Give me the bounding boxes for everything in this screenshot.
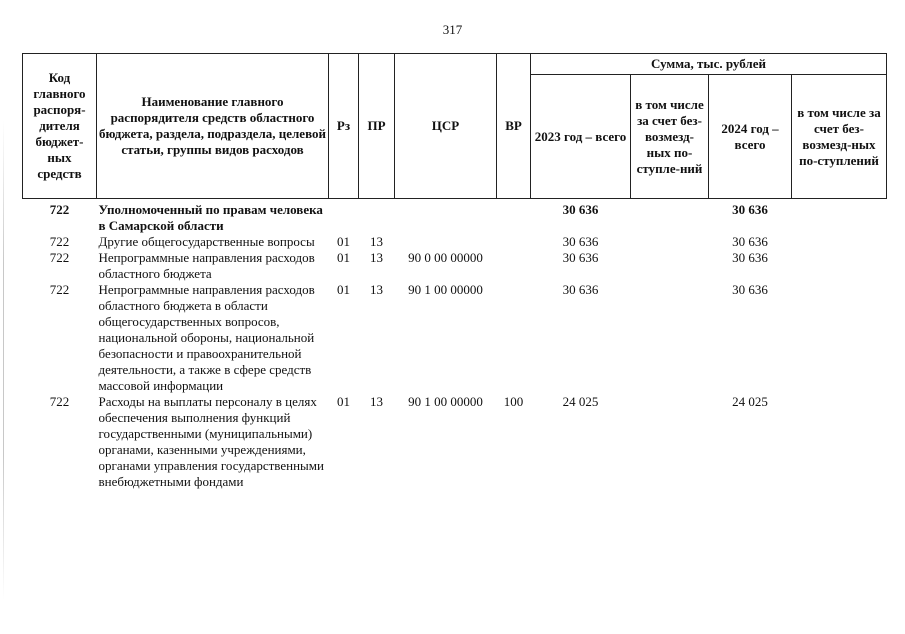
- page-number: 317: [442, 22, 463, 37]
- table-header: [23, 54, 887, 199]
- table-row: [23, 199, 887, 235]
- cell-2023-free: [631, 250, 709, 282]
- cell-csr: [395, 199, 497, 235]
- header-2024-total: 2024 год – всего: [709, 75, 792, 199]
- cell-2024-free: [792, 199, 887, 235]
- cell-csr: 90 1 00 00000: [408, 282, 483, 297]
- cell-2024-total: 24 025: [732, 394, 768, 409]
- cell-code: 722: [49, 282, 70, 297]
- cell-pr: 13: [370, 394, 383, 409]
- cell-2023-free: [631, 394, 709, 490]
- cell-2023-total: 30 636: [562, 234, 599, 249]
- cell-pr: 13: [370, 282, 383, 297]
- cell-csr: 90 0 00 00000: [408, 250, 483, 265]
- cell-code: 722: [49, 234, 70, 249]
- cell-pr: [359, 199, 395, 235]
- header-pr: ПР: [359, 54, 395, 199]
- cell-rz: 01: [337, 394, 350, 409]
- header-2023-total: 2023 год – всего: [531, 75, 631, 199]
- cell-2024-total: 30 636: [732, 250, 768, 265]
- cell-2024-free: [792, 250, 887, 282]
- cell-2023-total: 30 636: [562, 202, 599, 217]
- header-2024-free: в том числе за счет без-возмезд-ных по-ступлений: [792, 75, 887, 199]
- cell-vr: [497, 234, 531, 250]
- table-row: [23, 234, 887, 250]
- header-csr: ЦСР: [395, 54, 497, 199]
- cell-csr: [395, 234, 497, 250]
- cell-code: 722: [49, 202, 70, 217]
- cell-2023-total: 30 636: [562, 250, 599, 265]
- cell-2023-free: [631, 234, 709, 250]
- header-rz: Рз: [329, 54, 359, 199]
- cell-vr: [497, 282, 531, 394]
- cell-vr: [497, 250, 531, 282]
- header-sum-group: Сумма, тыс. рублей: [531, 54, 887, 75]
- table-row: [23, 282, 887, 394]
- cell-pr: 13: [370, 250, 383, 265]
- cell-2023-free: [631, 282, 709, 394]
- cell-2023-total: 24 025: [562, 394, 599, 409]
- table-row: [23, 394, 887, 490]
- cell-name: Непрограммные направления расходов областного бюджета: [98, 250, 315, 281]
- cell-name: Расходы на выплаты персоналу в целях обеспечения выполнения функций государственными (муниципальными) органами, казенными учреждениями, органами управления государственными внебюджетными фондами: [98, 394, 324, 489]
- cell-2024-free: [792, 394, 887, 490]
- header-vr: ВР: [497, 54, 531, 199]
- cell-2024-total: 30 636: [732, 234, 768, 249]
- cell-pr: 13: [370, 234, 383, 249]
- header-name: Наименование главного распорядителя средств областного бюджета, раздела, подраздела, целевой статьи, группы видов расходов: [97, 54, 329, 199]
- table-body: [23, 199, 887, 491]
- budget-table: [22, 53, 887, 490]
- cell-rz: 01: [337, 250, 350, 265]
- table-row: [23, 250, 887, 282]
- cell-2024-total: 30 636: [732, 202, 768, 217]
- cell-name: Другие общегосударственные вопросы: [98, 234, 315, 249]
- header-2023-free: в том числе за счет без-возмезд-ных по-ступле-ний: [631, 75, 709, 199]
- cell-vr: 100: [503, 394, 524, 409]
- cell-2023-total: 30 636: [562, 282, 599, 297]
- cell-2024-free: [792, 282, 887, 394]
- cell-vr: [497, 199, 531, 235]
- cell-rz: 01: [337, 234, 350, 249]
- cell-2023-free: [631, 199, 709, 235]
- cell-csr: 90 1 00 00000: [408, 394, 483, 409]
- cell-name: Непрограммные направления расходов областного бюджета в области общегосударственных вопросов, национальной обороны, национальной безопасности и правоохранительной деятельности, а также в сфере средств массовой информации: [98, 282, 315, 393]
- scan-edge-line: [3, 120, 4, 600]
- cell-name: Уполномоченный по правам человека в Самарской области: [98, 202, 323, 233]
- cell-rz: [329, 199, 359, 235]
- header-code: Код главного распоря-дителя бюджет-ных средств: [23, 54, 97, 199]
- cell-2024-total: 30 636: [732, 282, 768, 297]
- cell-code: 722: [49, 394, 70, 409]
- cell-rz: 01: [337, 282, 350, 297]
- cell-code: 722: [49, 250, 70, 265]
- cell-2024-free: [792, 234, 887, 250]
